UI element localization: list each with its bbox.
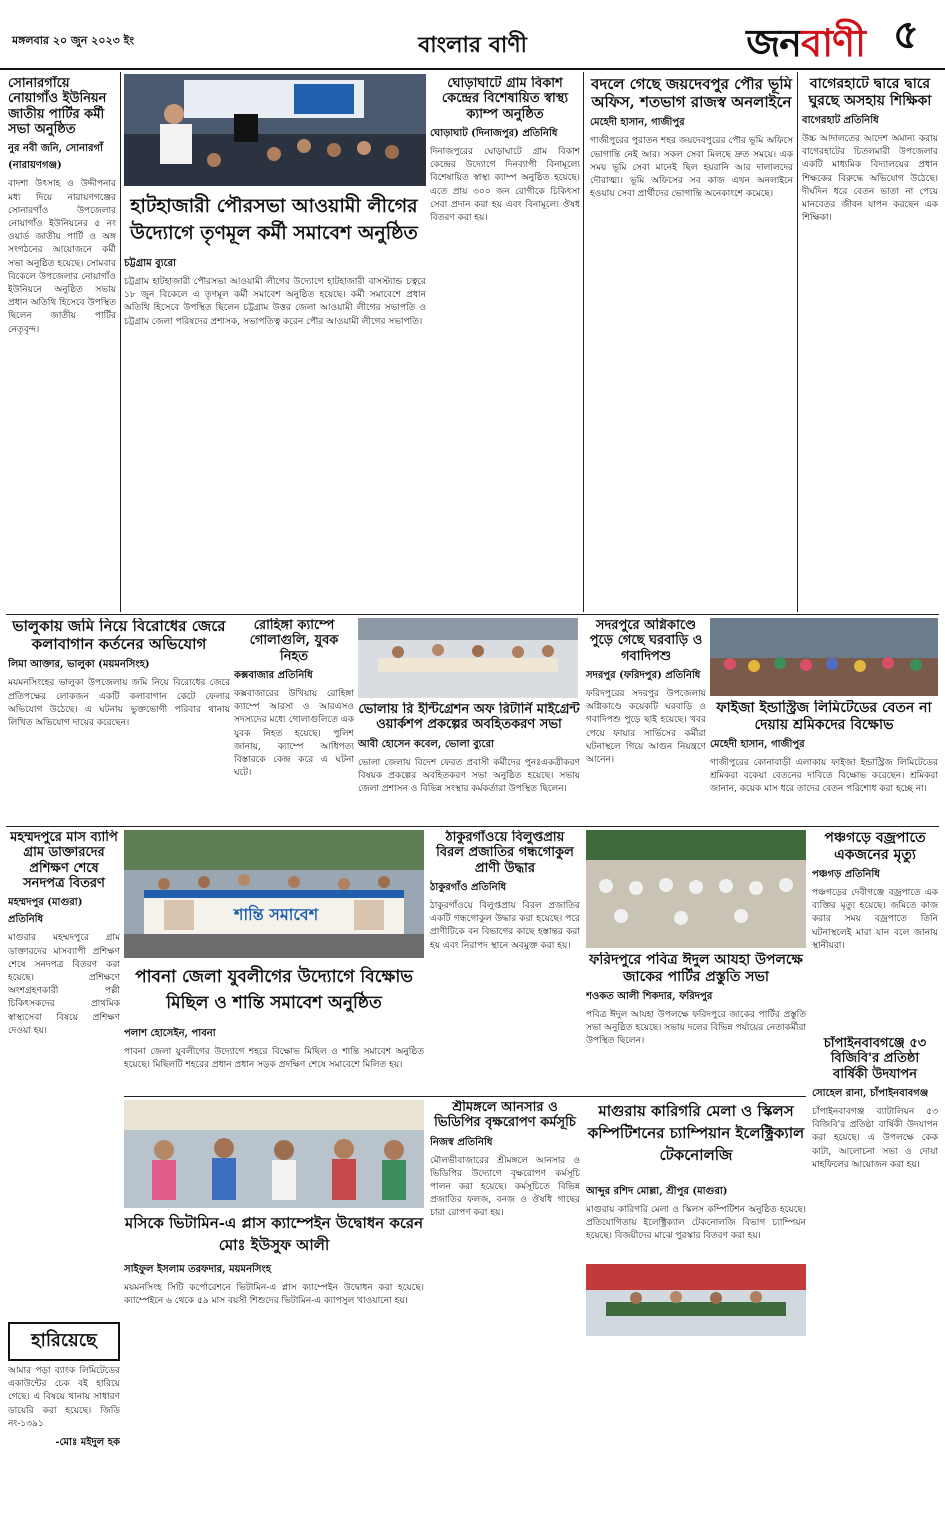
article-faridpur — [586, 952, 806, 1092]
byline: পঞ্চগড় প্রতিনিধি — [812, 869, 880, 881]
column-rule — [797, 72, 798, 612]
notice-title: হারিয়েছে — [8, 1322, 120, 1361]
magura-fair-photo — [586, 1264, 806, 1336]
issue-date: মঙ্গলবার ২০ জুন ২০২৩ ইং — [12, 34, 135, 47]
headline: ঠাকুরগাঁওয়ে বিলুপ্তপ্রায় বিরল প্রজাতির গন্ধগোকুল প্রাণী উদ্ধার — [436, 830, 574, 876]
article-body: উচ্চ আদালতের আদেশ অমান্য করায় বাগেরহাটের চিতলমারী উপজেলার একটি মাধ্যমিক বিদ্যালয়ের প্রধান শিক্ষকের বিরুদ্ধে অভিযোগ উঠেছে। দীর্ঘদিন ধরে বেতন ভাতা না পেয়ে মানবেতর জীবন যাপন করছেন এক শিক্ষিকা। — [802, 134, 938, 224]
byline: আব্দুর রশিদ মোল্লা, শ্রীপুর (মাগুরা) — [586, 1186, 728, 1197]
headline-hathazari: হাটহাজারী পৌরসভা আওয়ামী লীগের উদ্যোগে তৃণমূল কর্মী সমাবেশ অনুষ্ঠিত — [130, 195, 418, 244]
article-body: ঠাকুরগাঁওয়ে বিলুপ্তপ্রায় বিরল প্রজাতির একটি গন্ধগোকুল উদ্ধার করা হয়েছে। পরে প্রাণীটিকে বন বিভাগের কাছে হস্তান্তর করা হয় এবং নিরাপদ স্থানে অবমুক্ত করা হয়। — [430, 900, 580, 951]
headline-pabna: পাবনা জেলা যুবলীগের উদ্যোগে বিক্ষোভ মিছিল ও শান্তি সমাবেশ অনুষ্ঠিত — [135, 967, 413, 1013]
article-body: ফরিদপুরের সদরপুর উপজেলায় অগ্নিকাণ্ডে কয়েকটি ঘরবাড়ি ও গবাদিপশু পুড়ে ছাই হয়েছে। খবর পেয়ে ফায়ার সার্ভিসের কর্মীরা ঘটনাস্থলে গিয়ে আগুন নিয়ন্ত্রণে আনেন। — [586, 688, 706, 765]
byline: শওকত আলী শিকদার, ফরিদপুর — [586, 991, 713, 1003]
byline: নিজস্ব প্রতিনিধি — [430, 1136, 493, 1148]
article-bhola — [358, 702, 580, 823]
article-faiza — [710, 700, 938, 823]
byline: মেহেদী হাসান, গাজীপুর — [590, 117, 685, 129]
byline: আবী হোসেন কবেল, ভোলা ব্যুরো — [358, 738, 494, 750]
byline: সোহেল রানা, চাঁপাইনবাবগঞ্জ — [812, 1087, 929, 1099]
headline: মহম্মদপুরে মাস ব্যাপি গ্রাম ডাক্তারদের প্রশিক্ষণ শেষে সনদপত্র বিতরণ — [10, 830, 118, 891]
article-body: মাগুরার মহম্মদপুরে গ্রাম ডাক্তারদের মাসব্যাপী প্রশিক্ষণ শেষে সনদপত্র বিতরণ করা হয়েছে। প্রশিক্ষণে অংশগ্রহণকারী পল্লী চিকিৎসকদের প্রাথমিক স্বাস্থ্যসেবা বিষয়ে প্রশিক্ষণ দেওয়া হয়। — [8, 933, 120, 1036]
article-sonargaon — [8, 76, 116, 606]
article-body: ময়মনসিংহ সিটি কর্পোরেশনে ভিটামিন-এ প্লাস ক্যাম্পেইন উদ্বোধন করা হয়েছে। ক্যাম্পেইনে ৬ থেকে ৫৯ মাস বয়সী শিশুদের ভিটামিন-এ ক্যাপসুল খাওয়ানো হয়। — [124, 1283, 424, 1307]
headline-magura: মাগুরায় কারিগরি মেলা ও স্কিলস কম্পিটিশনের চ্যাম্পিয়ান ইলেক্ট্রিক্যাল টেকনোলজি — [587, 1102, 805, 1164]
article-body: গাজীপুরের কোনাবাড়ী এলাকায় ফাইজা ইন্ডাস্ট্রিজ লিমিটেডের শ্রমিকরা বকেয়া বেতনের দাবিতে বিক্ষোভ করেছেন। শ্রমিকরা জানান, কয়েক মাস ধরে তাদের বেতন পরিশোধ করা হচ্ছে না। — [710, 758, 938, 795]
article-thakurgaon — [430, 830, 580, 1090]
article-magura — [586, 1180, 806, 1260]
byline: বাগেরহাট প্রতিনিধি — [802, 115, 879, 127]
article-pabna — [124, 1022, 424, 1092]
article-bhaluka — [8, 618, 230, 823]
headline-mymensingh: মসিকে ভিটামিন-এ প্লাস ক্যাম্পেইন উদ্বোধন করেন মোঃ ইউসুফ আলী — [124, 1214, 424, 1254]
article-sadarpur — [586, 618, 706, 823]
column-rule — [120, 72, 121, 612]
article-panchagarh — [812, 830, 938, 1030]
article-chapainawabganj — [812, 1036, 938, 1516]
section-rule — [6, 826, 939, 827]
byline: পলাশ হোসেইন, পাবনা — [124, 1028, 216, 1039]
article-body: পবিত্র ঈদুল আযহা উপলক্ষে ফরিদপুরে জাকের পার্টির প্রস্তুতি সভা অনুষ্ঠিত হয়েছে। সভায় দলের বিভিন্ন পর্যায়ের নেতাকর্মীরা উপস্থিত ছিলেন। — [586, 1010, 806, 1047]
article-body: ময়মনসিংহের ভালুকা উপজেলায় জমি নিয়ে বিরোধের জেরে প্রতিপক্ষের লোকজন একটি কলাবাগান কেটে ফেলার অভিযোগ উঠেছে। এ ঘটনায় ভুক্তভোগী পরিবার থানায় লিখিত অভিযোগ দায়ের করেছেন। — [8, 678, 230, 728]
headline: বাগেরহাটে দ্বারে দ্বারে ঘুরছে অসহায় শিক্ষিকা — [808, 76, 932, 109]
byline: ঠাকুরগাঁও প্রতিনিধি — [430, 881, 507, 893]
article-ghoraghat — [430, 76, 580, 606]
byline: লিমা আক্তার, ভালুকা (ময়মনসিংহ) — [8, 659, 150, 671]
section-rule — [6, 614, 939, 615]
vitamin-campaign-photo — [124, 1100, 424, 1208]
byline: চট্টগ্রাম ব্যুরো — [124, 258, 177, 269]
article-body: গাজীপুরের পুরাতন শহর জয়দেবপুরের পৌর ভূমি অফিসে ভোগান্তি নেই আর। সকল সেবা মিলছে দ্রুত সময়ে। এক সময় ভূমি সেবা মানেই ছিল হয়রানি আর দালালদের দৌরাত্ম্য। ভূমি অফিসের সব কাজ এখন অনলাইনে হওয়ায় সেবা প্রার্থীদের ভোগান্তি অনেকাংশে কমেছে। — [590, 136, 793, 200]
headline: ভালুকায় জমি নিয়ে বিরোধের জেরে কলাবাগান কর্তনের অভিযোগ — [12, 618, 226, 653]
article-body: ভোলা জেলায় বিদেশ ফেরত প্রবাসী কর্মীদের পুনঃএকত্রীকরণ বিষয়ক প্রকল্পের অবহিতকরণ সভা অনুষ্ঠিত হয়েছে। সভায় জেলা প্রশাসন ও বিভিন্ন সংস্থার কর্মকর্তারা উপস্থিত ছিলেন। — [358, 757, 580, 795]
article-body: মাগুরায় কারিগরি মেলা ও স্কিলস কম্পিটিশন অনুষ্ঠিত হয়েছে। প্রতিযোগিতায় ইলেক্ট্রিক্যাল টেকনোলজি বিভাগ চ্যাম্পিয়ন হয়েছে। বিজয়ীদের মাঝে পুরস্কার বিতরণ করা হয়। — [586, 1205, 806, 1242]
notice-body: আমার পড়া ব্যাংক লিমিটেডের একাউন্টের চেক বই হারিয়ে গেছে। এ বিষয়ে থানায় সাধারণ ডায়েরি করা হয়েছে। জিডি নং-১৩৯১ — [8, 1366, 120, 1429]
article-body: চাঁপাইনবাবগঞ্জ ব্যাটালিয়ন ৫৩ বিজিবি'র প্রতিষ্ঠা বার্ষিকী উদযাপন করা হয়েছে। এ উপলক্ষে কেক কাটা, আলোচনা সভা ও দোয়া মাহফিলের আয়োজন করা হয়। — [812, 1106, 938, 1170]
article-body: দিনাজপুরের ঘোড়াঘাটে গ্রাম বিকাশ কেন্দ্রের উদ্যোগে দিনব্যাপী বিনামূল্যে বিশেষায়িত স্বাস্থ্য ক্যাম্প অনুষ্ঠিত হয়েছে। এতে প্রায় ৩০০ জন রোগীকে চিকিৎসা সেবা প্রদান করা হয় এবং বিনামূল্যে ঔষধ বিতরণ করা হয়। — [430, 146, 580, 223]
headline: ঘোড়াঘাটে গ্রাম বিকাশ কেন্দ্রের বিশেষায়িত স্বাস্থ্য ক্যাম্প অনুষ্ঠিত — [441, 76, 569, 122]
headline: চাঁপাইনবাবগঞ্জে ৫৩ বিজিবি'র প্রতিষ্ঠা বার্ষিকী উদযাপন — [823, 1036, 927, 1082]
headline: ফাইজা ইন্ডাস্ট্রিজ লিমিটেডের বেতন না দেয়ায় শ্রমিকদের বিক্ষোভ — [716, 700, 932, 733]
article-body: পাবনা জেলা যুবলীগের উদ্যোগে শহরে বিক্ষোভ মিছিল ও শান্তি সমাবেশ অনুষ্ঠিত হয়েছে। মিছিলটি শহরের প্রধান প্রধান সড়ক প্রদক্ষিণ শেষে সমাবেশে মিলিত হয়। — [124, 1047, 424, 1071]
article-bagerhat — [802, 76, 938, 606]
page-number: ৫ — [893, 11, 919, 58]
notice-signature: -মোঃ মইদুল হক — [55, 1437, 120, 1449]
byline: মহম্মদপুর (মাগুরা) প্রতিনিধি — [8, 897, 83, 926]
byline: ঘোড়াঘাট (দিনাজপুর) প্রতিনিধি — [430, 127, 558, 139]
article-rohingya — [234, 618, 354, 823]
banner-text: শান্তি সমাবেশ — [234, 905, 319, 924]
article-mymensingh — [124, 1258, 424, 1516]
headline: সদরপুরে অগ্নিকাণ্ডে পুড়ে গেছে ঘরবাড়ি ও গবাদিপশু — [589, 618, 703, 664]
headline: ভোলায় রি ইন্টিগ্রেশন অফ রিটার্নি মাইগ্রেন্ট ওয়ার্কশপ প্রকল্পের অবহিতকরণ সভা — [358, 702, 580, 733]
article-body: মৌলভীবাজারের শ্রীমঙ্গলে আনসার ও ভিডিপির উদ্যোগে বৃক্ষরোপণ কর্মসূচি পালন করা হয়েছে। কর্মসূচিতে বিভিন্ন প্রজাতির ফলজ, বনজ ও ঔষধি গাছের চারা রোপণ করা হয়। — [430, 1155, 580, 1219]
rally-stage-photo — [124, 74, 426, 186]
article-sreemangal — [430, 1100, 580, 1516]
headline: বদলে গেছে জয়দেবপুর পৌর ভূমি অফিস, শতভাগ রাজস্ব অনলাইনে — [591, 76, 792, 111]
column-rule — [583, 72, 584, 612]
byline: কক্সবাজার প্রতিনিধি — [234, 669, 313, 681]
article-mohammadpur — [8, 830, 120, 1250]
headline: রোহিঙ্গা ক্যাম্পে গোলাগুলি, যুবক নিহত — [249, 618, 339, 664]
pabna-rally-photo — [124, 830, 424, 958]
article-joydebpur — [590, 76, 793, 606]
bhola-meeting-photo — [358, 618, 578, 698]
article-body: পঞ্চগড়ের দেবীগঞ্জে বজ্রপাতে এক ব্যক্তির মৃত্যু হয়েছে। জমিতে কাজ করার সময় বজ্রপাতে তিনি ঘটনাস্থলেই মারা যান বলে জানায় স্থানীয়রা। — [812, 888, 938, 951]
brand-logo: জনবাণী — [746, 20, 865, 65]
headline: ফরিদপুরে পবিত্র ঈদুল আযহা উপলক্ষে জাকের পার্টির প্রস্তুতি সভা — [589, 952, 803, 985]
faridpur-meeting-photo — [586, 830, 806, 948]
article-body: বাদশা উৎসাহ ও উদ্দীপনার মধ্য দিয়ে নারায়ণগঞ্জের সোনারগাঁও উপজেলার নোয়াগাঁও ইউনিয়নের ৫ নং ওয়ার্ড জাতীয় পার্টি ও অঙ্গ সংগঠনের আয়োজনে কর্মী সভা অনুষ্ঠিত হয়েছে। সোমবার বিকেলে উপজেলার নোয়াগাঁও ইউনিয়নে অনুষ্ঠিত সভায় প্রধান অতিথি হিসেবে উপস্থিত ছিলেন জাতীয় পার্টির নেতৃবৃন্দ। — [8, 179, 116, 335]
byline: মেহেদী হাসান, গাজীপুর — [710, 739, 805, 751]
article-body: চট্টগ্রাম হাটহাজারী পৌরসভা আওয়ামী লীগের উদ্যোগে হাটহাজারী বাসস্ট্যান্ড চত্বরে ১৮ জুন বিকেলে এ তৃণমূল কর্মী সমাবেশ অনুষ্ঠিত হয়েছে। কর্মী সমাবেশে প্রধান অতিথি হিসেবে উপস্থিত ছিলেন চট্টগ্রাম উত্তর জেলা আওয়ামী লীগের সভাপতি ও চট্টগ্রাম জেলা পরিষদের প্রশাসক, সভাপতিত্ব করেন পৌর আওয়ামী লীগের সভাপতি। — [124, 277, 426, 327]
byline: সদরপুর (ফরিদপুর) প্রতিনিধি — [586, 669, 701, 681]
byline: নুর নবী জনি, সোনারগাঁ (নারায়ণগঞ্জ) — [8, 143, 103, 172]
lost-notice — [8, 1322, 120, 1516]
masthead — [0, 0, 945, 70]
article-hathazari — [124, 252, 426, 507]
headline: পঞ্চগড়ে বজ্রপাতে একজনের মৃত্যু — [824, 830, 926, 863]
byline: সাইফুল ইসলাম তরফদার, ময়মনসিংহ — [124, 1264, 272, 1275]
faiza-protest-photo — [710, 618, 938, 696]
article-body: কক্সবাজারের উখিয়ায় রোহিঙ্গা ক্যাম্পে আরসা ও আরএসও সদস্যদের মধ্যে গোলাগুলিতে এক যুবক নিহত হয়েছে। পুলিশ জানায়, ক্যাম্পে আধিপত্য বিস্তারকে কেন্দ্র করে এ ঘটনা ঘটে। — [234, 688, 354, 779]
section-title: বাংলার বাণী — [418, 32, 527, 58]
headline: শ্রীমঙ্গলে আনসার ও ভিডিপির বৃক্ষরোপণ কর্মসূচি — [434, 1100, 576, 1131]
headline: সোনারগাঁয়ে নোয়াগাঁও ইউনিয়ন জাতীয় পার্টির কর্মী সভা অনুষ্ঠিত — [8, 76, 107, 137]
section-rule — [124, 1096, 806, 1097]
